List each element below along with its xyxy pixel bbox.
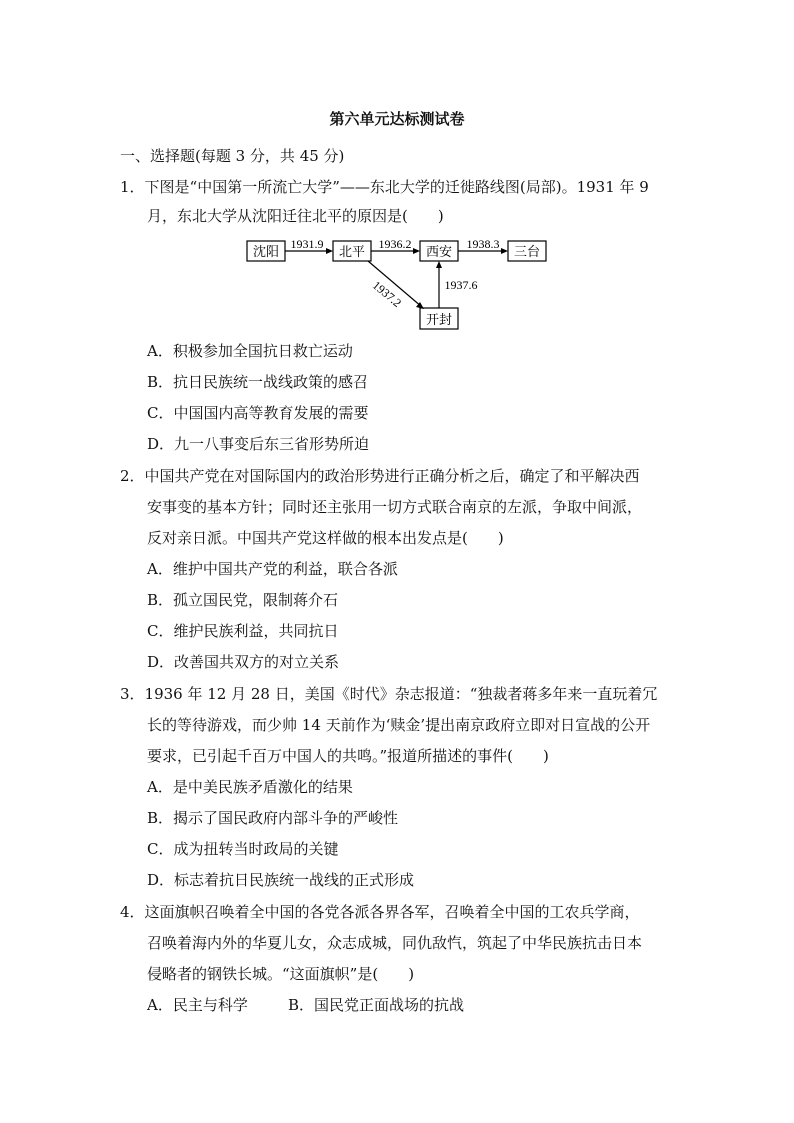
edge-label: 1936.2 (378, 237, 412, 251)
node-label: 北平 (338, 245, 366, 260)
q3-option-c[interactable]: C．成为扭转当时政局的关键 (147, 840, 339, 858)
q3-option-b[interactable]: B．揭示了国民政府内部斗争的严峻性 (147, 809, 399, 827)
node-label: 沈阳 (252, 245, 280, 260)
q2-option-d[interactable]: D．改善国共双方的对立关系 (147, 653, 340, 671)
migration-route-diagram (240, 236, 560, 336)
node-label: 三台 (513, 245, 541, 260)
arrowhead (326, 248, 333, 254)
section-heading: 一、选择题(每题 3 分，共 45 分) (120, 147, 345, 165)
q1-option-c[interactable]: C．中国国内高等教育发展的需要 (147, 404, 369, 422)
q2-option-b[interactable]: B．孤立国民党，限制蒋介石 (147, 591, 339, 609)
q3-option-d[interactable]: D．标志着抗日民族统一战线的正式形成 (147, 871, 415, 889)
edge-label: 1931.9 (290, 237, 324, 251)
q4-option-b[interactable]: B．国民党正面战场的抗战 (288, 996, 465, 1014)
edge-label: 1937.2 (369, 278, 405, 310)
arrowhead (413, 248, 420, 254)
q1-option-b[interactable]: B．抗日民族统一战线政策的感召 (147, 373, 369, 391)
q3-stem-line2: 长的等待游戏，而少帅 14 天前作为‘赎金’提出南京政府立即对日宣战的公开 (147, 716, 651, 734)
q3-stem-line1: 3．1936 年 12 月 28 日，美国《时代》杂志报道：“独裁者蒋多年来一直玩着冗 (120, 685, 658, 703)
q1-option-d[interactable]: D．九一八事变后东三省形势所迫 (147, 435, 370, 453)
q2-stem-line3: 反对亲日派。中国共产党这样做的根本出发点是( ) (147, 529, 504, 547)
page-title: 第六单元达标测试卷 (329, 110, 465, 128)
q2-option-a[interactable]: A．维护中国共产党的利益，联合各派 (147, 560, 398, 578)
q3-stem-line3: 要求，已引起千百万中国人的共鸣。”报道所描述的事件( ) (147, 747, 549, 765)
arrowhead (501, 248, 508, 254)
node-label: 开封 (425, 313, 453, 328)
edge-label: 1938.3 (466, 237, 500, 251)
q3-option-a[interactable]: A．是中美民族矛盾激化的结果 (147, 778, 353, 796)
edge-label: 1937.6 (444, 278, 478, 292)
q4-stem-line2: 召唤着海内外的华夏儿女，众志成城，同仇敌忾，筑起了中华民族抗击日本 (147, 934, 643, 952)
q1-stem-line1: 1．下图是“中国第一所流亡大学”——东北大学的迁徙路线图(局部)。1931 年 9 (120, 178, 649, 196)
q1-option-a[interactable]: A．积极参加全国抗日救亡运动 (147, 342, 353, 360)
q2-option-c[interactable]: C．维护民族利益，共同抗日 (147, 622, 339, 640)
q4-stem-line3: 侵略者的钢铁长城。“这面旗帜”是( ) (147, 965, 415, 983)
q1-stem-line2: 月，东北大学从沈阳迁往北平的原因是( ) (147, 207, 444, 225)
q2-stem-line1: 2．中国共产党在对国际国内的政治形势进行正确分析之后，确定了和平解决西 (120, 467, 640, 485)
arrowhead (436, 261, 442, 268)
q4-stem-line1: 4．这面旗帜召唤着全中国的各党各派各界各军，召唤着全中国的工农兵学商， (120, 903, 640, 921)
q2-stem-line2: 安事变的基本方针；同时还主张用一切方式联合南京的左派，争取中间派， (147, 498, 643, 516)
node-label: 西安 (425, 245, 453, 260)
q4-option-a[interactable]: A．民主与科学 (147, 996, 248, 1014)
